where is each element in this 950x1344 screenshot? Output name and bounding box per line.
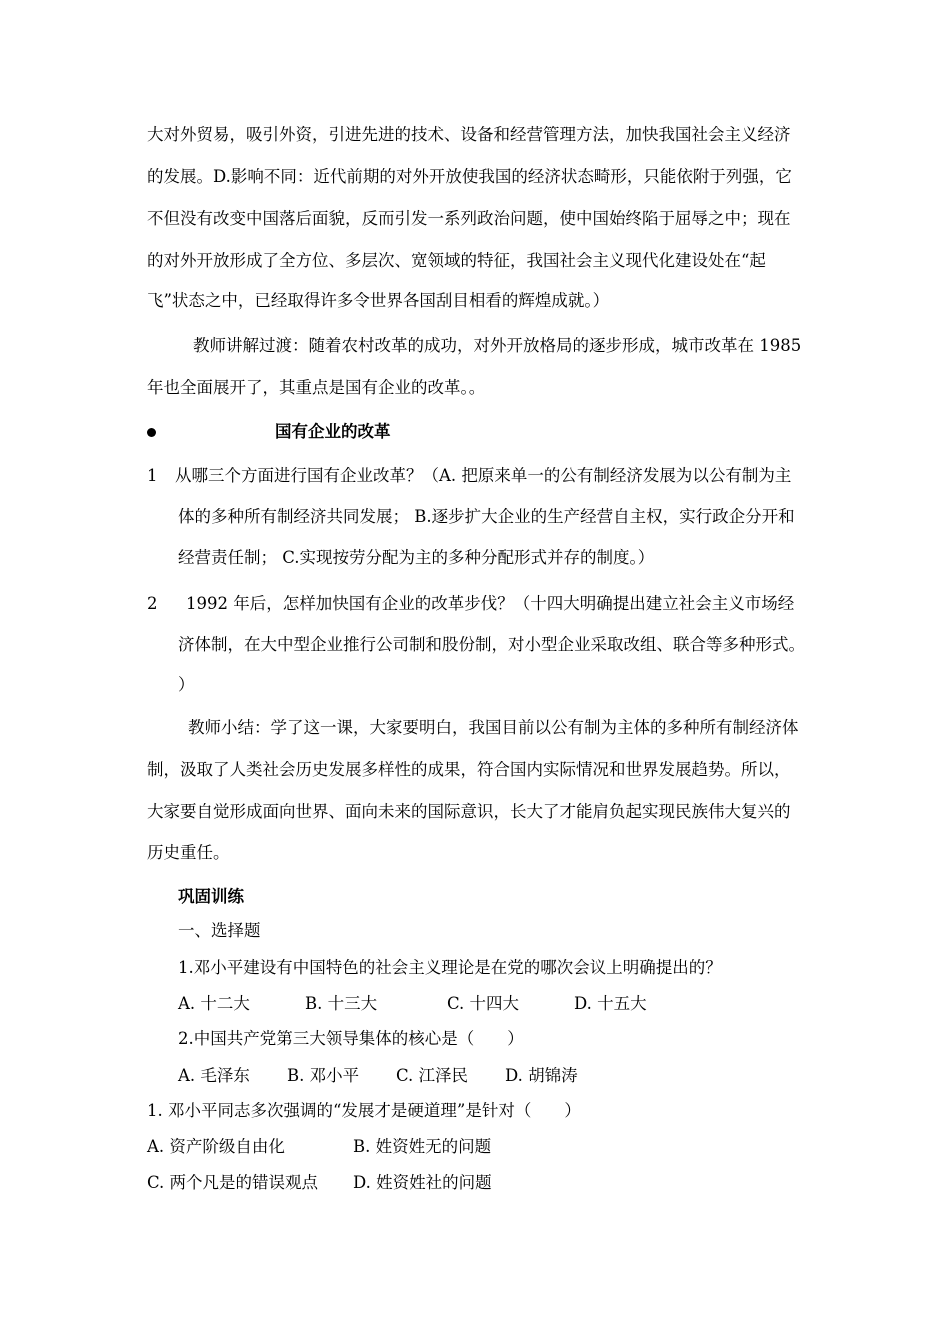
question-1-line-2: 体的多种所有制经济共同发展； B.逐步扩大企业的生产经营自主权，实行政企分开和 bbox=[178, 507, 795, 526]
bullet-icon bbox=[147, 428, 156, 437]
transition-line-1: 教师讲解过渡：随着农村改革的成功，对外开放格局的逐步形成，城市改革在 1985 bbox=[193, 336, 802, 355]
section-title: 国有企业的改革 bbox=[275, 422, 391, 441]
transition-line-2: 年也全面展开了，其重点是国有企业的改革。。 bbox=[147, 378, 486, 397]
summary-line-2: 制，汲取了人类社会历史发展多样性的成果，符合国内实际情况和世界发展趋势。所以， bbox=[147, 760, 791, 779]
exercise-q3-option-d: D. 姓资姓社的问题 bbox=[353, 1173, 492, 1192]
exercise-q1-stem: 1.邓小平建设有中国特色的社会主义理论是在党的哪次会议上明确提出的？ bbox=[178, 958, 722, 977]
question-2-line-3: ） bbox=[178, 675, 195, 694]
question-2-number: 2 bbox=[147, 594, 158, 613]
exercise-heading: 巩固训练 bbox=[178, 887, 244, 906]
exercise-q2-stem: 2.中国共产党第三大领导集体的核心是（ ） bbox=[178, 1029, 524, 1048]
summary-line-4: 历史重任。 bbox=[147, 843, 230, 862]
exercise-q3-stem: 1. 邓小平同志多次强调的“发展才是硬道理”是针对（ ） bbox=[147, 1101, 581, 1120]
exercise-q2-option-b: B. 邓小平 bbox=[287, 1066, 360, 1085]
exercise-q2-option-d: D. 胡锦涛 bbox=[505, 1066, 578, 1085]
question-1-number: 1 bbox=[147, 466, 158, 485]
intro-line-4: 的对外开放形成了全方位、多层次、宽领域的特征，我国社会主义现代化建设处在“起 bbox=[147, 251, 766, 270]
question-1-line-3: 经营责任制； C.实现按劳分配为主的多种分配形式并存的制度。） bbox=[178, 548, 655, 567]
exercise-subheading: 一、选择题 bbox=[178, 921, 261, 940]
exercise-q1-option-b: B. 十三大 bbox=[305, 994, 378, 1013]
summary-line-1: 教师小结：学了这一课，大家要明白，我国目前以公有制为主体的多种所有制经济体 bbox=[188, 718, 799, 737]
exercise-q1-option-a: A. 十二大 bbox=[178, 994, 250, 1013]
exercise-q3-option-b: B. 姓资姓无的问题 bbox=[353, 1137, 492, 1156]
intro-line-1: 大对外贸易，吸引外资，引进先进的技术、设备和经营管理方法，加快我国社会主义经济 bbox=[147, 125, 791, 144]
intro-line-5: 飞”状态之中，已经取得许多令世界各国刮目相看的辉煌成就。） bbox=[147, 291, 610, 310]
intro-line-3: 不但没有改变中国落后面貌，反而引发一系列政治问题，使中国始终陷于屈辱之中；现在 bbox=[147, 209, 791, 228]
exercise-q2-option-a: A. 毛泽东 bbox=[178, 1066, 250, 1085]
exercise-q2-option-c: C. 江泽民 bbox=[396, 1066, 469, 1085]
exercise-q3-option-c: C. 两个凡是的错误观点 bbox=[147, 1173, 319, 1192]
question-2-line-2: 济体制，在大中型企业推行公司制和股份制，对小型企业采取改组、联合等多种形式。 bbox=[178, 635, 805, 654]
exercise-q1-option-d: D. 十五大 bbox=[574, 994, 647, 1013]
exercise-q1-option-c: C. 十四大 bbox=[447, 994, 520, 1013]
exercise-q3-option-a: A. 资产阶级自由化 bbox=[147, 1137, 285, 1156]
question-2-line-1: 1992 年后，怎样加快国有企业的改革步伐？（十四大明确提出建立社会主义市场经 bbox=[186, 594, 795, 613]
summary-line-3: 大家要自觉形成面向世界、面向未来的国际意识，长大了才能肩负起实现民族伟大复兴的 bbox=[147, 802, 791, 821]
intro-line-2: 的发展。D.影响不同：近代前期的对外开放使我国的经济状态畸形，只能依附于列强，它 bbox=[147, 167, 792, 186]
question-1-line-1: 从哪三个方面进行国有企业改革？（A. 把原来单一的公有制经济发展为以公有制为主 bbox=[175, 466, 792, 485]
